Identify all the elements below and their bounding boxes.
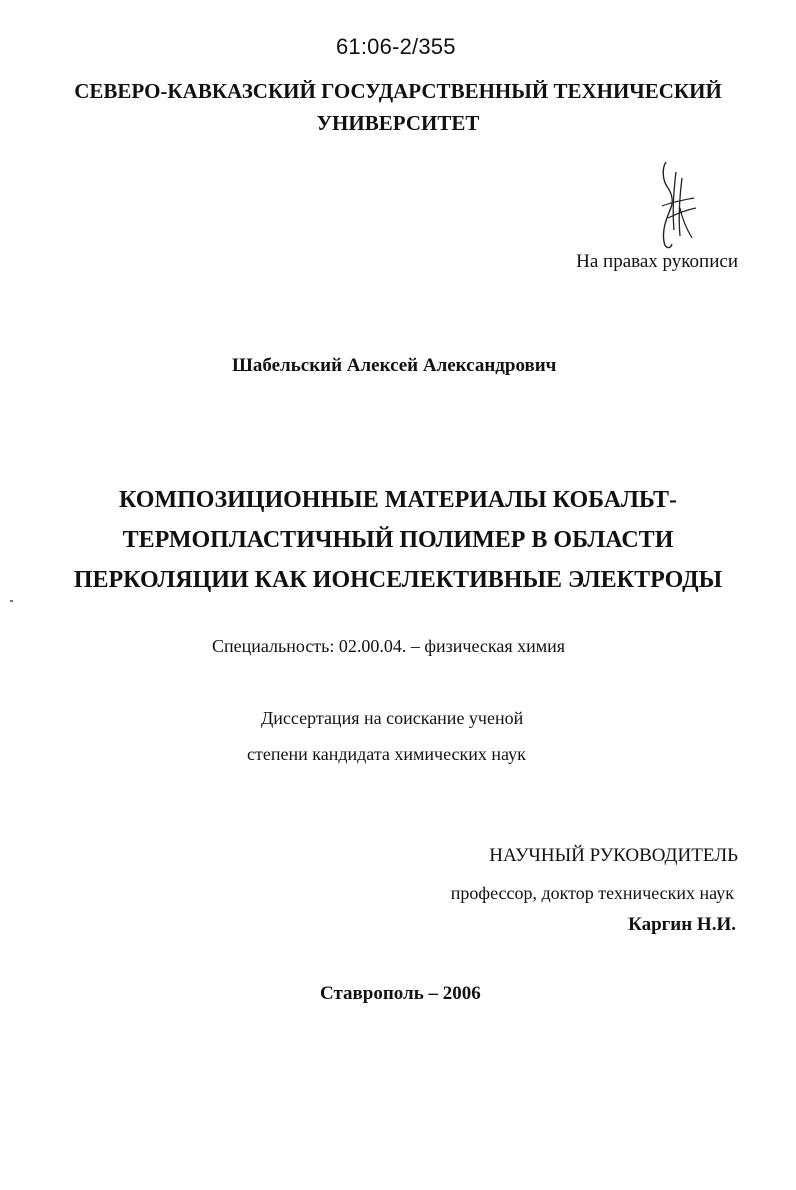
- dissertation-line2: степени кандидата химических наук: [247, 744, 526, 764]
- thesis-title-line3: ПЕРКОЛЯЦИИ КАК ИОНСЕЛЕКТИВНЫЕ ЭЛЕКТРОДЫ: [73, 567, 723, 593]
- university-name-line1: СЕВЕРО-КАВКАЗСКИЙ ГОСУДАРСТВЕННЫЙ ТЕХНИЧЕСКИЙ: [74, 79, 722, 103]
- dissertation-line1: Диссертация на соискание ученой: [261, 708, 524, 728]
- city-year: Ставрополь – 2006: [320, 983, 481, 1004]
- supervisor-heading: НАУЧНЫЙ РУКОВОДИТЕЛЬ: [489, 845, 738, 866]
- scan-speck: [10, 600, 13, 602]
- supervisor-degree: профессор, доктор технических наук: [450, 883, 734, 903]
- registration-code: 61:06-2/355: [336, 34, 456, 59]
- specialty-line: Специальность: 02.00.04. – физическая химия: [212, 636, 566, 656]
- supervisor-name: Каргин Н.И.: [628, 914, 736, 935]
- manuscript-rights-note: На правах рукописи: [576, 251, 738, 272]
- thesis-title-line1: КОМПОЗИЦИОННЫЕ МАТЕРИАЛЫ КОБАЛЬТ-: [118, 487, 677, 513]
- university-name-line2: УНИВЕРСИТЕТ: [316, 111, 480, 135]
- author-name: Шабельский Алексей Александрович: [232, 355, 557, 376]
- signature-icon: [652, 158, 702, 254]
- thesis-title-line2: ТЕРМОПЛАСТИЧНЫЙ ПОЛИМЕР В ОБЛАСТИ: [122, 527, 674, 553]
